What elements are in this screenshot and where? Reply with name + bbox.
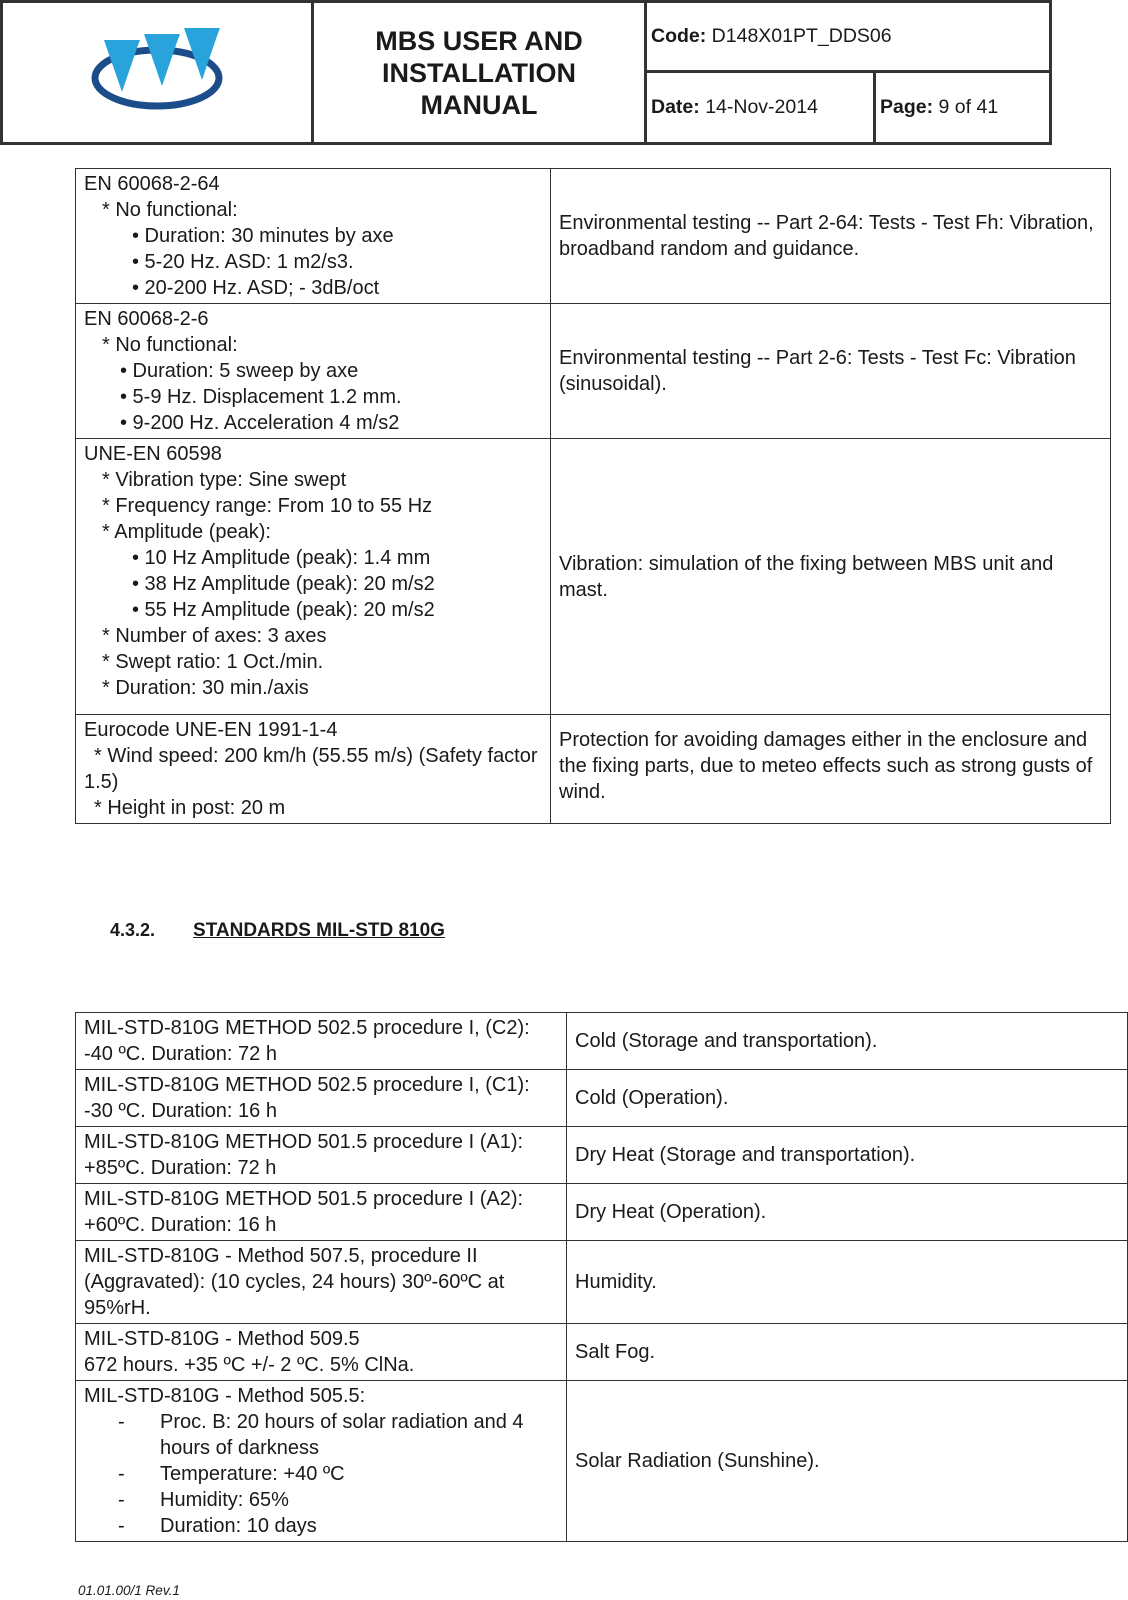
document-header [0,0,1052,145]
table-row [76,169,1111,304]
table-row [76,1013,1128,1070]
standard-cell [76,304,551,439]
condition-cell: Dry Heat (Operation). [567,1184,1128,1241]
dash-marker: - [118,1463,125,1485]
method-cell: MIL-STD-810G METHOD 502.5 procedure I, (C1): -30 ºC. Duration: 16 h [76,1070,567,1127]
method-cell: MIL-STD-810G - Method 507.5, procedure II (Aggravated): (10 cycles, 24 hours) 30º-60ºC at 95%rH. [76,1241,567,1324]
dash-marker: - [118,1489,125,1511]
method-line: MIL-STD-810G - Method 509.5 [84,1328,360,1350]
condition-cell: Cold (Storage and transportation). [567,1013,1128,1070]
logo-cell [2,2,313,144]
method-cell: MIL-STD-810G METHOD 501.5 procedure I (A1): +85ºC. Duration: 72 h [76,1127,567,1184]
standard-line: • 5-9 Hz. Displacement 1.2 mm. [120,386,402,408]
table-row [76,1184,1128,1241]
footer-revision: 01.01.00/1 Rev.1 [78,1583,180,1598]
mil-std-table [75,1012,1128,1542]
table-row [76,1324,1128,1381]
standard-code: EN 60068-2-6 [84,308,209,330]
table-row [76,1381,1128,1542]
description-cell: Environmental testing -- Part 2-64: Tests - Test Fh: Vibration, broadband random and guidance. [551,169,1111,304]
method-cell: MIL-STD-810G METHOD 501.5 procedure I (A2): +60ºC. Duration: 16 h [76,1184,567,1241]
title-line: INSTALLATION [382,57,576,88]
list-item [84,1487,560,1513]
description-cell: Protection for avoiding damages either in the enclosure and the fixing parts, due to meteo effects such as strong gusts of wind. [551,715,1111,824]
list-item-text: Humidity: 65% [160,1489,289,1511]
standard-line: • 38 Hz Amplitude (peak): 20 m/s2 [132,573,435,595]
standard-line: * Duration: 30 min./axis [102,677,309,699]
condition-cell: Cold (Operation). [567,1070,1128,1127]
description-cell: Environmental testing -- Part 2-6: Tests - Test Fc: Vibration (sinusoidal). [551,304,1111,439]
company-logo [82,20,232,120]
standard-cell [76,715,551,824]
code-label: Code: [651,25,707,47]
title-line: MBS USER AND [375,25,583,56]
table-row [76,1070,1128,1127]
standard-code: Eurocode UNE-EN 1991-1-4 [84,719,338,741]
standard-line: * Vibration type: Sine swept [102,469,347,491]
standard-line: * Frequency range: From 10 to 55 Hz [102,495,433,517]
description-cell: Vibration: simulation of the fixing between MBS unit and mast. [551,439,1111,715]
standard-line: * Wind speed: 200 km/h (55.55 m/s) (Safety factor 1.5) [84,745,538,793]
standard-line: • 9-200 Hz. Acceleration 4 m/s2 [120,412,400,434]
date-value: 14-Nov-2014 [705,96,818,118]
condition-cell: Dry Heat (Storage and transportation). [567,1127,1128,1184]
standard-line: • Duration: 5 sweep by axe [120,360,359,382]
document-title [313,2,646,144]
condition-cell: Solar Radiation (Sunshine). [567,1381,1128,1542]
table-row [76,1127,1128,1184]
method-cell [76,1381,567,1542]
section-number: 4.3.2. [110,920,156,940]
standard-line: • 5-20 Hz. ASD: 1 m2/s3. [132,251,354,273]
page-label: Page: [880,96,934,118]
method-cell [76,1324,567,1381]
standard-line: • 20-200 Hz. ASD; - 3dB/oct [132,277,380,299]
table-row [76,1241,1128,1324]
title-line: MANUAL [420,89,538,120]
table-row [76,304,1111,439]
date-label: Date: [651,96,700,118]
method-line: MIL-STD-810G - Method 505.5: [84,1385,366,1407]
list-item-text: Duration: 10 days [160,1515,317,1537]
page-cell [875,72,1051,144]
code-cell [646,2,1051,72]
standard-code: UNE-EN 60598 [84,443,222,465]
list-item-text: Proc. B: 20 hours of solar radiation and 4 hours of darkness [160,1411,524,1459]
standard-line: * No functional: [102,334,238,356]
standard-line: • 10 Hz Amplitude (peak): 1.4 mm [132,547,431,569]
date-cell [646,72,875,144]
standard-line: * Height in post: 20 m [94,797,286,819]
dash-marker: - [118,1411,125,1433]
condition-cell: Salt Fog. [567,1324,1128,1381]
standard-line: * No functional: [102,199,238,221]
table-row [76,439,1111,715]
standard-line: * Amplitude (peak): [102,521,271,543]
condition-cell: Humidity. [567,1241,1128,1324]
standard-cell [76,169,551,304]
page-value: 9 of 41 [938,96,999,118]
list-item-text: Temperature: +40 ºC [160,1463,345,1485]
standard-line: • Duration: 30 minutes by axe [132,225,394,247]
dash-marker: - [118,1515,125,1537]
method-cell: MIL-STD-810G METHOD 502.5 procedure I, (C2): -40 ºC. Duration: 72 h [76,1013,567,1070]
list-item [84,1513,560,1539]
standard-code: EN 60068-2-64 [84,173,220,195]
code-value: D148X01PT_DDS06 [711,25,892,47]
vibration-standards-table [75,168,1111,824]
section-title: STANDARDS MIL-STD 810G [193,920,445,941]
section-heading [110,920,445,942]
standard-line: * Swept ratio: 1 Oct./min. [102,651,324,673]
table-row [76,715,1111,824]
method-line: 672 hours. +35 ºC +/- 2 ºC. 5% ClNa. [84,1354,415,1376]
standard-cell [76,439,551,715]
list-item [84,1461,560,1487]
standard-line: • 55 Hz Amplitude (peak): 20 m/s2 [132,599,435,621]
list-item [84,1409,560,1461]
standard-line: * Number of axes: 3 axes [102,625,327,647]
